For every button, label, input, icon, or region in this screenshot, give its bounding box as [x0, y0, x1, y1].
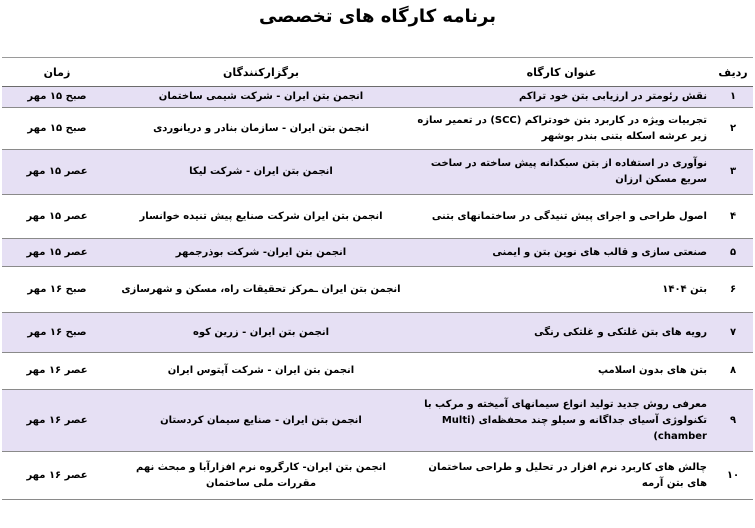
organizer: انجمن بتن ایران - سازمان بنادر و دریانوردی — [112, 108, 410, 150]
workshop-title: اصول طراحی و اجرای پیش تنیدگی در ساختمانهای بتنی — [410, 195, 713, 239]
organizer: انجمن بتن ایران - شرکت لیکا — [112, 150, 410, 195]
time-slot: صبح ۱۵ مهر — [2, 108, 112, 150]
table-row — [2, 195, 753, 239]
time-slot: عصر ۱۵ مهر — [2, 239, 112, 267]
time-slot: صبح ۱۶ مهر — [2, 313, 112, 353]
organizer: انجمن بتن ایران - زرین کوه — [112, 313, 410, 353]
row-number: ۷ — [713, 313, 753, 353]
time-slot: عصر ۱۶ مهر — [2, 390, 112, 452]
table-row — [2, 452, 753, 500]
table-row — [2, 108, 753, 150]
organizer: انجمن بتن ایران شرکت صنایع پیش تنیده خوانسار — [112, 195, 410, 239]
time-slot: صبح ۱۶ مهر — [2, 267, 112, 313]
table-row — [2, 267, 753, 313]
workshop-table — [2, 57, 753, 500]
workshop-title: معرفی روش جدید تولید انواع سیمانهای آمیخته و مرکب با تکنولوژی آسیای جداگانه و سیلو چند محفظه‌ای (Multi chamber) — [410, 390, 713, 452]
table-row — [2, 390, 753, 452]
row-number: ۴ — [713, 195, 753, 239]
workshop-title: نوآوری در استفاده از بتن سبکدانه پیش ساخته در ساخت سریع مسکن ارزان — [410, 150, 713, 195]
organizer: انجمن بتن ایران - شرکت شیمی ساختمان — [112, 87, 410, 108]
header-workshop-title: عنوان کارگاه — [410, 58, 713, 87]
table-row — [2, 313, 753, 353]
table-header-row — [2, 58, 753, 87]
header-row-number: ردیف — [713, 58, 753, 87]
time-slot: عصر ۱۶ مهر — [2, 353, 112, 390]
row-number: ۱۰ — [713, 452, 753, 500]
workshop-title: بتن ۱۴۰۴ — [410, 267, 713, 313]
time-slot: صبح ۱۵ مهر — [2, 87, 112, 108]
organizer: انجمن بتن ایران ـمرکز تحقیقات راه، مسکن و شهرسازی — [112, 267, 410, 313]
table-row — [2, 87, 753, 108]
header-organizers: برگزارکنندگان — [112, 58, 410, 87]
table-row — [2, 239, 753, 267]
row-number: ۳ — [713, 150, 753, 195]
table-row — [2, 150, 753, 195]
table-row — [2, 353, 753, 390]
row-number: ۶ — [713, 267, 753, 313]
workshop-title: رویه های بتن غلتکی و غلتکی رنگی — [410, 313, 713, 353]
header-time: زمان — [2, 58, 112, 87]
time-slot: عصر ۱۶ مهر — [2, 452, 112, 500]
workshop-title: نقش رئومتر در ارزیابی بتن خود تراکم — [410, 87, 713, 108]
time-slot: عصر ۱۵ مهر — [2, 150, 112, 195]
time-slot: عصر ۱۵ مهر — [2, 195, 112, 239]
organizer: انجمن بتن ایران- کارگروه نرم افزارآبا و مبحث نهم مقررات ملی ساختمان — [112, 452, 410, 500]
row-number: ۹ — [713, 390, 753, 452]
row-number: ۱ — [713, 87, 753, 108]
organizer: انجمن بتن ایران- شرکت بوذرجمهر — [112, 239, 410, 267]
workshop-title: تجربیات ویژه در کاربرد بتن خودتراکم (SCC) در تعمیر سازه زیر عرشه اسکله بتنی بندر بوشهر — [410, 108, 713, 150]
page-title: برنامه کارگاه های تخصصی — [259, 6, 496, 27]
workshop-title: چالش های کاربرد نرم افزار در تحلیل و طراحی ساختمان های بتن آرمه — [410, 452, 713, 500]
row-number: ۸ — [713, 353, 753, 390]
row-number: ۵ — [713, 239, 753, 267]
row-number: ۲ — [713, 108, 753, 150]
organizer: انجمن بتن ایران - شرکت آپتوس ایران — [112, 353, 410, 390]
workshop-title: بتن های بدون اسلامپ — [410, 353, 713, 390]
organizer: انجمن بتن ایران - صنایع سیمان کردستان — [112, 390, 410, 452]
workshop-title: صنعتی سازی و قالب های نوین بتن و ایمنی — [410, 239, 713, 267]
